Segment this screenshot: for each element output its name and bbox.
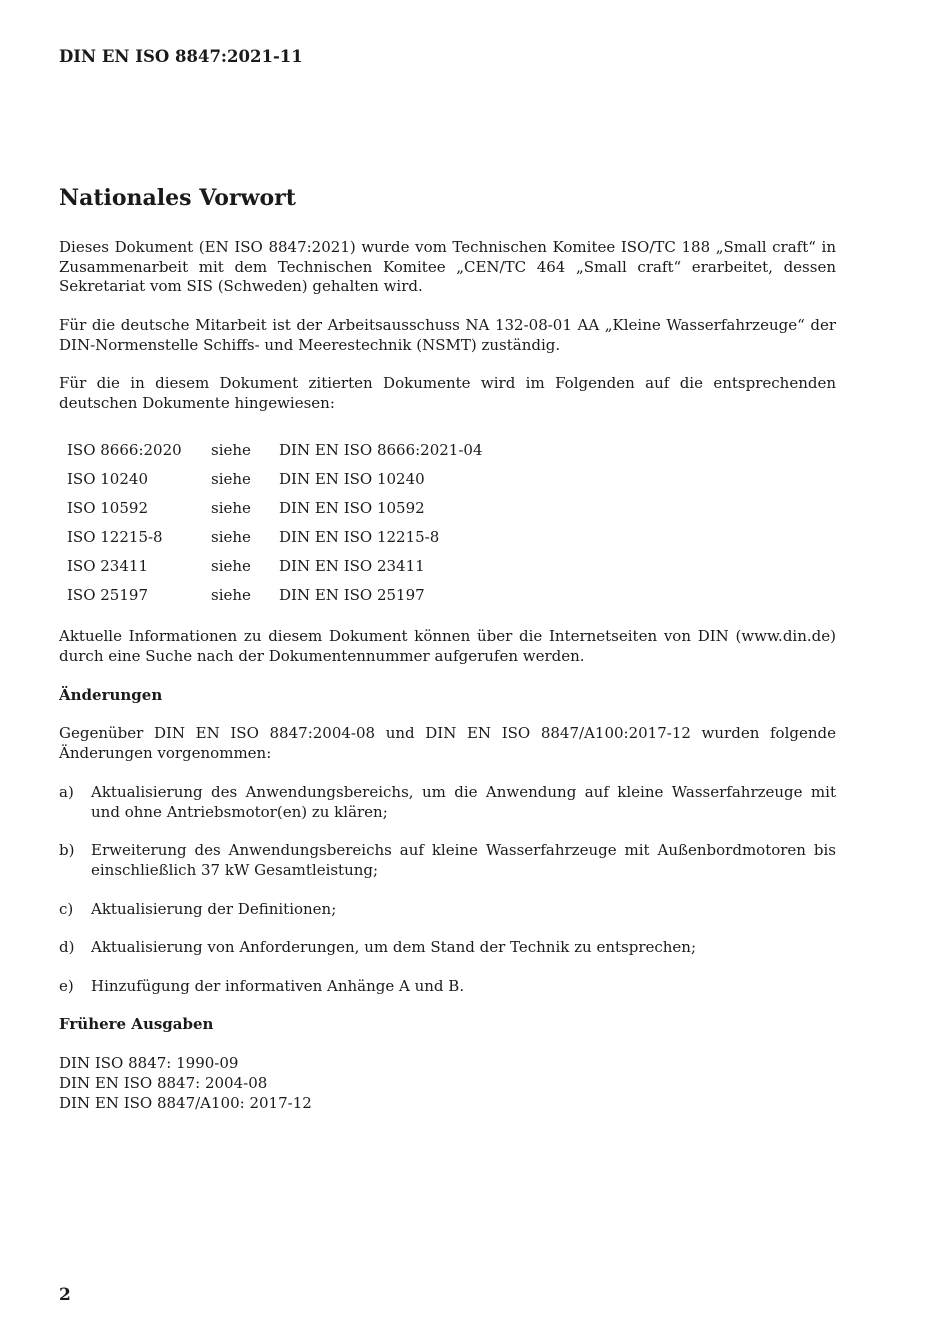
reference-iso: ISO 10240 (67, 470, 148, 488)
list-text: Erweiterung des Anwendungsbereichs auf kleine Wasserfahrzeuge mit Außenbordmotoren bis einschließlich 37 kW Gesamtleistung; (91, 841, 836, 879)
edition-item: DIN ISO 8847: 1990-09 (59, 1054, 239, 1072)
page-number: 2 (59, 1285, 71, 1305)
paragraph-references-intro: Für die in diesem Dokument zitierten Dokumente wird im Folgenden auf die entsprechenden deutschen Dokumente hingewiesen: (59, 374, 836, 412)
edition-item: DIN EN ISO 8847/A100: 2017-12 (59, 1094, 312, 1112)
paragraph-committee: Für die deutsche Mitarbeit ist der Arbeitsausschuss NA 132-08-01 AA „Kleine Wasserfahrzeuge“ der DIN-Normenstelle Schiffs- und Meerestechnik (NSMT) zuständig. (59, 316, 836, 354)
paragraph-changes-intro: Gegenüber DIN EN ISO 8847:2004-08 und DIN EN ISO 8847/A100:2017-12 wurden folgende Änderungen vorgenommen: (59, 724, 836, 762)
reference-iso: ISO 8666:2020 (67, 441, 182, 459)
reference-din: DIN EN ISO 10592 (279, 499, 425, 517)
changes-heading: Änderungen (59, 686, 163, 704)
reference-row (67, 494, 483, 523)
reference-row (67, 523, 483, 552)
list-item (59, 900, 836, 920)
paragraph-intro: Dieses Dokument (EN ISO 8847:2021) wurde vom Technischen Komitee ISO/TC 188 „Small craft“ in Zusammenarbeit mit dem Technischen Komitee „CEN/TC 464 „Small craft“ erarbeitet, dessen Sekretariat vom SIS (Schweden) gehalten wird. (59, 238, 836, 295)
reference-din: DIN EN ISO 12215-8 (279, 528, 440, 546)
reference-sep: siehe (211, 586, 251, 604)
list-text: Aktualisierung der Definitionen; (91, 900, 337, 918)
reference-row (67, 552, 483, 581)
reference-din: DIN EN ISO 23411 (279, 557, 425, 575)
previous-editions-list (59, 1053, 312, 1113)
list-marker: e) (59, 977, 74, 995)
reference-din: DIN EN ISO 10240 (279, 470, 425, 488)
list-marker: c) (59, 900, 74, 918)
edition-item: DIN EN ISO 8847: 2004-08 (59, 1074, 268, 1092)
reference-table (67, 436, 483, 610)
document-header-id: DIN EN ISO 8847:2021-11 (59, 47, 303, 66)
list-text: Hinzufügung der informativen Anhänge A und B. (91, 977, 465, 995)
reference-row (67, 436, 483, 465)
reference-din: DIN EN ISO 8666:2021-04 (279, 441, 483, 459)
reference-row (67, 465, 483, 494)
reference-sep: siehe (211, 441, 251, 459)
reference-sep: siehe (211, 528, 251, 546)
reference-iso: ISO 10592 (67, 499, 148, 517)
reference-sep: siehe (211, 557, 251, 575)
list-item (59, 938, 836, 958)
list-item (59, 841, 836, 880)
list-marker: b) (59, 841, 75, 859)
list-marker: d) (59, 938, 75, 956)
previous-editions-heading: Frühere Ausgaben (59, 1015, 214, 1033)
paragraph-current-info: Aktuelle Informationen zu diesem Dokument können über die Internetseiten von DIN (www.din.de) durch eine Suche nach der Dokumentennummer aufgerufen werden. (59, 627, 836, 665)
reference-row (67, 581, 483, 610)
page-title: Nationales Vorwort (59, 185, 296, 211)
reference-sep: siehe (211, 470, 251, 488)
list-text: Aktualisierung des Anwendungsbereichs, um die Anwendung auf kleine Wasserfahrzeuge mit und ohne Antriebsmotor(en) zu klären; (91, 783, 836, 821)
reference-sep: siehe (211, 499, 251, 517)
reference-iso: ISO 12215-8 (67, 528, 163, 546)
list-item (59, 783, 836, 822)
reference-iso: ISO 23411 (67, 557, 148, 575)
reference-iso: ISO 25197 (67, 586, 148, 604)
list-item (59, 977, 836, 997)
list-text: Aktualisierung von Anforderungen, um dem Stand der Technik zu entsprechen; (91, 938, 697, 956)
reference-din: DIN EN ISO 25197 (279, 586, 425, 604)
list-marker: a) (59, 783, 74, 801)
